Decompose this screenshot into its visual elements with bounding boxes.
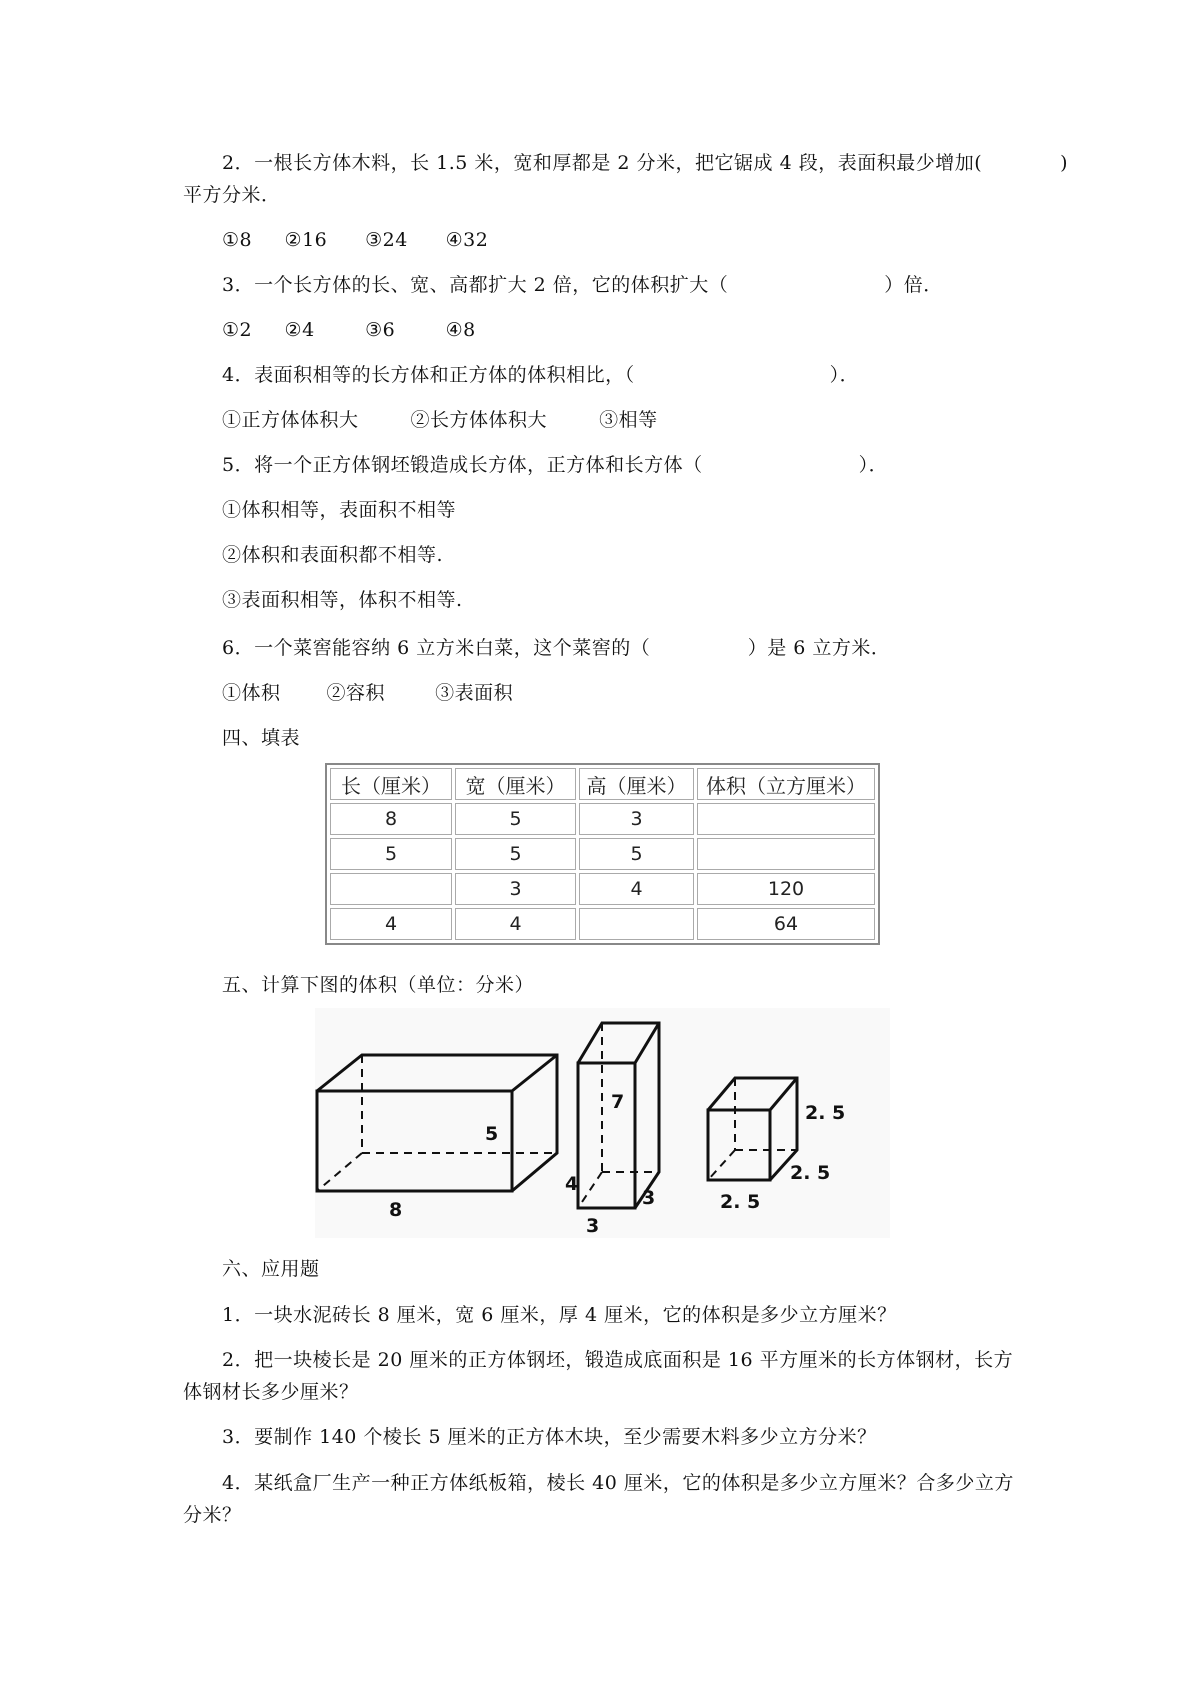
box-1-front-face [317, 1091, 512, 1191]
option[interactable]: ④32 [445, 229, 489, 251]
table-cell-blank[interactable] [697, 838, 875, 870]
table-cell: 120 [697, 873, 875, 905]
question-5-text: 5．将一个正方体钢坯锻造成长方体，正方体和长方体（ ）． [222, 454, 889, 476]
box-2-width-label: 3 [586, 1215, 600, 1237]
cube-depth-label: 2. 5 [790, 1162, 831, 1184]
option[interactable]: ①2 [222, 319, 253, 341]
table-cell: 8 [330, 803, 452, 835]
table-header-cell: 宽（厘米） [455, 768, 576, 800]
box-2-hidden-edge [578, 1172, 602, 1208]
table-row [330, 803, 875, 835]
table-cell-blank[interactable] [330, 873, 452, 905]
table-row [330, 838, 875, 870]
application-question-1: 1．一块水泥砖长 8 厘米，宽 6 厘米，厚 4 厘米，它的体积是多少立方厘米？ [222, 1304, 897, 1326]
question-3-text: 3．一个长方体的长、宽、高都扩大 2 倍，它的体积扩大（ ）倍． [222, 274, 943, 296]
box-2-top-edge [635, 1023, 659, 1063]
question-6-text: 6．一个菜窖能容纳 6 立方米白菜，这个菜窖的（ ）是 6 立方米． [222, 637, 891, 659]
option[interactable]: ④8 [445, 319, 476, 341]
question-3-options [222, 315, 476, 345]
option[interactable]: ②4 [284, 319, 315, 341]
table-row [330, 873, 875, 905]
option[interactable]: ①正方体体积大 [222, 409, 359, 431]
option[interactable]: ①8 [222, 229, 253, 251]
box-2-height-label: 7 [611, 1091, 625, 1113]
cube-height-label: 2. 5 [805, 1102, 846, 1124]
box-1-top-edge [512, 1055, 557, 1091]
table-header-cell: 长（厘米） [330, 768, 452, 800]
box-1-width-label: 4 [565, 1173, 579, 1195]
table-cell: 4 [330, 908, 452, 940]
box-2-front-face [578, 1063, 635, 1208]
question-4-options [222, 405, 658, 435]
option[interactable]: ③24 [365, 229, 408, 251]
volume-figure [315, 1008, 890, 1238]
table-cell: 4 [455, 908, 576, 940]
table-header-row [330, 768, 875, 800]
table-cell-blank[interactable] [579, 908, 694, 940]
option[interactable]: ①体积 [222, 682, 281, 704]
option[interactable]: ③6 [365, 319, 396, 341]
application-question-4: 4．某纸盒厂生产一种正方体纸板箱，棱长 40 厘米，它的体积是多少立方厘米？合多少立方 [222, 1472, 1014, 1494]
option[interactable]: ③表面积 [435, 682, 514, 704]
application-question-2: 2．把一块棱长是 20 厘米的正方体钢坯，锻造成底面积是 16 平方厘米的长方体钢材，长方 [222, 1349, 1014, 1371]
table-cell: 5 [330, 838, 452, 870]
cube-front-face [708, 1110, 770, 1180]
cube-hidden-edge [708, 1150, 735, 1180]
option[interactable]: ①体积相等，表面积不相等 [222, 499, 457, 521]
table-cell: 4 [579, 873, 694, 905]
option[interactable]: ②16 [284, 229, 328, 251]
cube-width-label: 2. 5 [720, 1191, 761, 1213]
question-2-text: 2．一根长方体木料，长 1.5 米，宽和厚都是 2 分米，把它锯成 4 段，表面积最少增加( ) [222, 152, 1069, 174]
question-6-options [222, 678, 513, 708]
section-6-heading: 六、应用题 [222, 1258, 320, 1280]
box-1-hidden-edge [317, 1153, 362, 1191]
table-cell: 3 [455, 873, 576, 905]
option[interactable]: ③相等 [599, 409, 658, 431]
table-row [330, 908, 875, 940]
box-2-depth-label: 3 [642, 1187, 656, 1209]
option[interactable]: ③表面积相等，体积不相等. [222, 589, 463, 611]
cube-top-edge [770, 1078, 797, 1110]
option[interactable]: ②体积和表面积都不相等. [222, 544, 444, 566]
table-cell: 5 [455, 838, 576, 870]
fill-table [325, 763, 880, 945]
table-cell: 5 [455, 803, 576, 835]
question-2-text-cont: 平方分米． [183, 184, 281, 206]
volume-figure-drawing [315, 1008, 890, 1238]
table-cell: 3 [579, 803, 694, 835]
box-2-back-edges [578, 1023, 659, 1208]
application-question-3: 3．要制作 140 个棱长 5 厘米的正方体木块，至少需要木料多少立方分米？ [222, 1426, 877, 1448]
box-1-length-label: 8 [389, 1199, 403, 1221]
table-cell-blank[interactable] [697, 803, 875, 835]
application-question-4-cont: 分米？ [183, 1504, 242, 1526]
question-4-text: 4．表面积相等的长方体和正方体的体积相比，（ ）． [222, 364, 860, 386]
option[interactable]: ②容积 [326, 682, 386, 704]
table-cell: 64 [697, 908, 875, 940]
section-4-heading: 四、填表 [222, 727, 301, 749]
option[interactable]: ②长方体体积大 [410, 409, 548, 431]
table-header-cell: 体积（立方厘米） [697, 768, 875, 800]
box-1-back-edges [317, 1055, 557, 1191]
section-5-heading: 五、计算下图的体积（单位：分米） [222, 974, 535, 996]
question-2-options [222, 225, 488, 255]
table-cell: 5 [579, 838, 694, 870]
box-1-height-label: 5 [485, 1123, 499, 1145]
table-header-cell: 高（厘米） [579, 768, 694, 800]
application-question-2-cont: 体钢材长多少厘米？ [183, 1381, 359, 1403]
